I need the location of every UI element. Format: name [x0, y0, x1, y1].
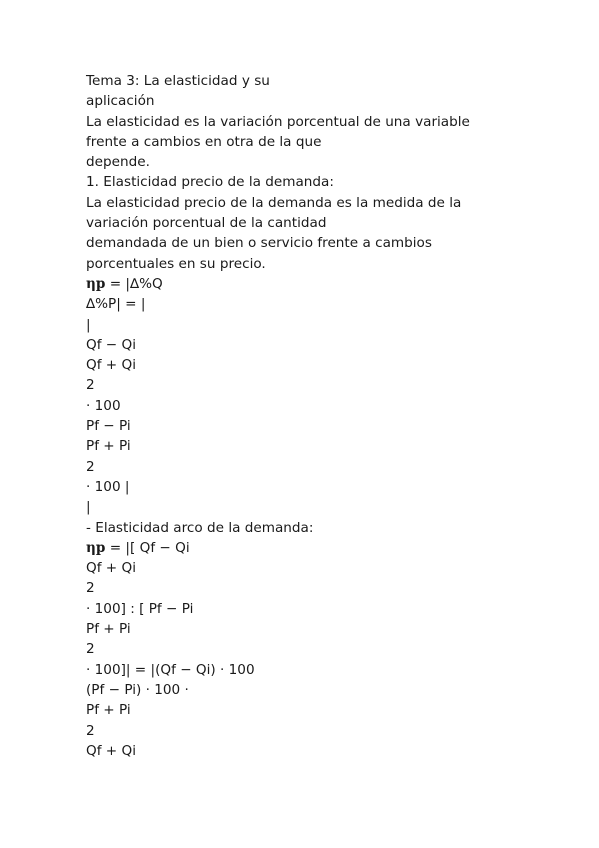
formula-line: Qf + Qi: [86, 357, 136, 374]
title-line: Tema 3: La elasticidad y su: [86, 73, 270, 89]
formula-line: 2: [86, 722, 95, 739]
formula-text: = |∆%Q: [105, 275, 163, 292]
formula-line: 2: [86, 641, 95, 658]
formula-line: Pf + Pi: [86, 438, 131, 455]
document-text: [86, 71, 486, 761]
formula-line: ∆%P| = |: [86, 296, 146, 313]
formula-line: |: [86, 316, 91, 333]
formula-line: 2: [86, 377, 95, 394]
paragraph-line: depende.: [86, 154, 150, 171]
formula-line: |: [86, 499, 91, 516]
eta-symbol: ηp: [86, 275, 106, 292]
formula-line: (Pf − Pi) · 100 ·: [86, 681, 189, 698]
formula-line: Qf − Qi: [86, 336, 136, 353]
paragraph-line: La elasticidad precio de la demanda es la medida de la: [86, 194, 462, 211]
formula-line: Pf + Pi: [86, 621, 131, 638]
formula-line: Pf − Pi: [86, 418, 131, 435]
paragraph-line: demandada de un bien o servicio frente a cambios: [86, 235, 432, 252]
eta-symbol: ηp: [86, 539, 106, 556]
section-heading: 1. Elasticidad precio de la demanda:: [86, 174, 334, 191]
formula-line: 2: [86, 458, 95, 475]
section-heading: - Elasticidad arco de la demanda:: [86, 519, 314, 536]
formula-line: Qf + Qi: [86, 560, 136, 577]
title-line: aplicación: [86, 93, 155, 110]
paragraph-line: frente a cambios en otra de la que: [86, 133, 322, 150]
formula-line: · 100: [86, 397, 121, 414]
paragraph-line: porcentuales en su precio.: [86, 255, 266, 272]
formula-line: Pf + Pi: [86, 702, 131, 719]
formula-line: 2: [86, 580, 95, 597]
formula-line: [86, 274, 486, 294]
formula-text: = |[ Qf − Qi: [105, 539, 190, 556]
formula-line: · 100]| = |(Qf − Qi) · 100: [86, 661, 255, 678]
formula-line: · 100 |: [86, 478, 130, 495]
paragraph-line: La elasticidad es la variación porcentual de una variable: [86, 113, 470, 130]
formula-line: · 100] : [ Pf − Pi: [86, 600, 194, 617]
formula-line: Qf + Qi: [86, 742, 136, 759]
formula-line: [86, 538, 486, 558]
paragraph-line: variación porcentual de la cantidad: [86, 215, 327, 232]
